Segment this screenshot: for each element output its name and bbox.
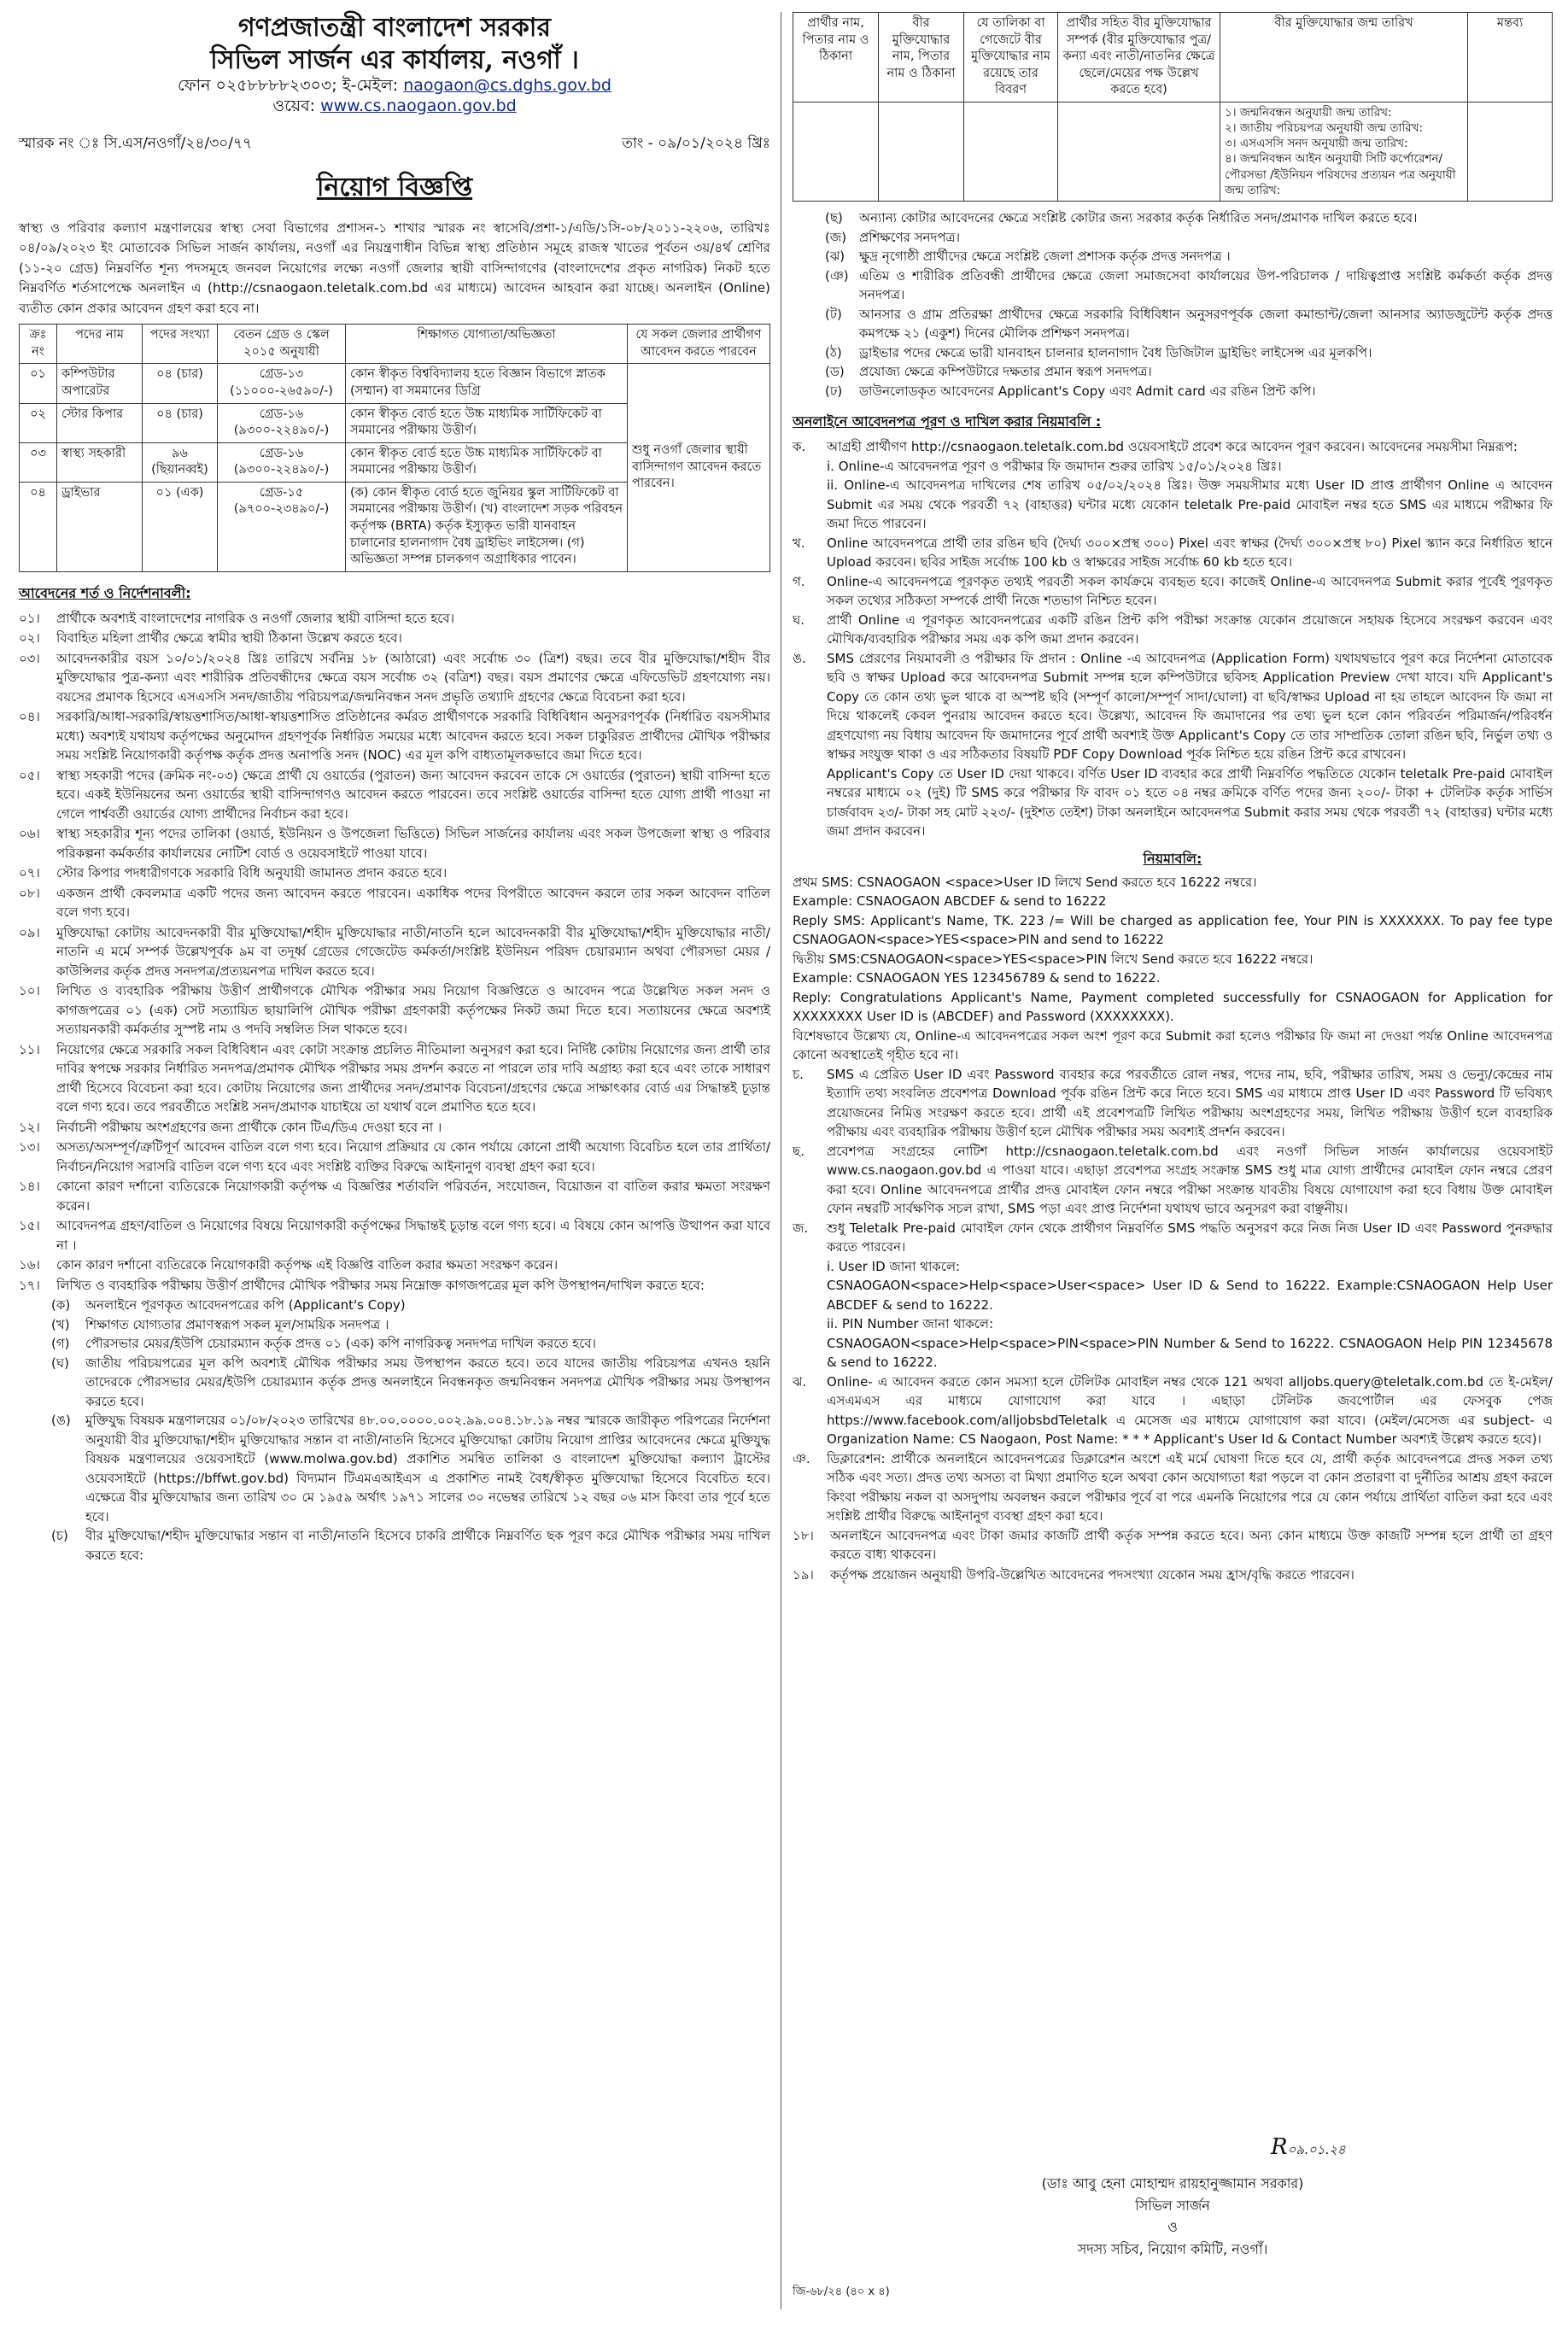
list-item [793,1276,1553,1314]
col-header: বীর মুক্তিযোদ্ধার নাম, পিতার নাম ও ঠিকানা [879,13,964,102]
item-text: ড্রাইভার পদের ক্ষেত্রে ভারী যানবাহন চালনার হালনাগাদ বৈধ ডিজিটাল ড্রাইভিং লাইসেন্স এর মূলকপি। [859,344,1372,360]
list-item [19,1138,770,1176]
item-number [793,1276,827,1314]
item-text: অনলাইনে পূরণকৃত আবেদনপত্রের কপি (Applicant's Copy) [85,1297,406,1314]
signatory-role: সদস্য সচিব, নিয়োগ কমিটি, নওগাঁ। [1077,2240,1268,2257]
list-item [793,572,1553,611]
documents-list-right [793,208,1553,401]
item-text: ক্ষুদ্র নৃগোষ্ঠী প্রার্থীদের ক্ষেত্রে সংশ্লিষ্ট জেলা প্রশাসক কর্তৃক প্রদত্ত সনদপত্র । [859,249,1231,265]
dob-item: ৩। এসএসসি সনদ অনুযায়ী জন্ম তারিখ: [1225,137,1408,151]
item-text: i. User ID জানা থাকলে: [827,1258,961,1274]
item-text: অন্যান্য কোটার আবেদনের ক্ষেত্রে সংশ্লিষ্ট কোটার জন্য সরকার কর্তৃক নির্ধারিত সনদ/প্রমাণক দাখিল করতে হবে। [859,210,1418,226]
list-item [51,1526,770,1565]
item-text: মুক্তিযোদ্ধা কোটায় আবেদনকারী বীর মুক্তিযোদ্ধা/শহীদ মুক্তিযোদ্ধার নাতী/নাতনি হলে আবেদনকারী বীর মুক্তিযোদ্ধা/শহীদ মুক্তিযোদ্ধার নাতী/নাতনি এ মর্মে সম্পর্ক উল্লেখপূর্বক ৯ম বা তদূর্ধ্ব গ্রেডের গেজেটেড কর্মকর্তা/সংশ্লিষ্ট ইউনিয়ন পরিষদ চেয়ারম্যান অথবা পৌরসভা মেয়র /কাউন্সিলর কর্তৃক প্রদত্ত সনদপত্র/প্রত্যয়নপত্র দাখিল করতে হবে। [56,924,770,979]
print-code: জি-৬৮/২৪ (৪০ x ৪) [793,2285,890,2298]
item-number: ১৯। [793,1566,814,1583]
item-number: ঝ. [793,1373,807,1390]
sms-lines [793,873,1553,1065]
list-item [793,1526,1553,1565]
item-number: (খ) [51,1316,70,1332]
item-text: লিখিত ও ব্যবহারিক পরীক্ষায় উত্তীর্ণ প্রার্থীদের মৌখিক পরীক্ষার সময় নিম্নোক্ত কাগজপত্রের মূল কপি উপস্থাপন/দাখিল করতে হবে: [56,1277,705,1293]
list-item [793,1565,1553,1585]
rules-heading: নিয়মাবলি: [1143,850,1202,867]
documents-list-left [19,1296,770,1565]
conditions-heading: আবেদনের শর্ত ও নির্দেশনাবলী: [19,584,191,601]
cell-sl: ০৪ [20,482,57,571]
signatory-and: ও [1167,2219,1178,2236]
col-header: পদের নাম [57,325,143,364]
signatory-name: (ডাঃ আবু হেনা মোহাম্মদ রায়হানুজ্জামান সরকার) [1041,2175,1304,2191]
item-number: ১১। [19,1041,40,1057]
cell-name: স্টোর কিপার [57,403,143,442]
item-number: (ঙ) [51,1413,71,1429]
list-item [19,1177,770,1215]
list-item [793,649,1553,764]
sms-line: দ্বিতীয় SMS:CSNAOGAON<space>YES<space>PIN লিখে Send করতে হবে 16222 নম্বরে। [793,951,1313,967]
item-text: বিবাহিত মহিলা প্রার্থীর ক্ষেত্রে স্বামীর স্থায়ী ঠিকানা উল্লেখ করতে হবে। [56,630,402,647]
item-number: ০৮। [19,885,40,901]
item-text: নির্বাচনী পরীক্ষায় অংশগ্রহণের জন্য প্রার্থীকে কোন টিএ/ডিএ দেওয়া হবে না । [56,1119,442,1135]
item-number: ১০। [19,983,40,999]
list-item [51,1411,770,1526]
list-item [793,1257,1553,1277]
item-number: ১৭। [19,1277,40,1293]
item-text: স্বাস্থ্য সহকারী পদের (ক্রমিক নং-০৩) ক্ষেত্রে প্রার্থী যে ওয়ার্ডের (পুরাতন) জন্য আবেদন করবেন তাকে সে ওয়ার্ডের (পুরাতন) স্থায়ী বাসিন্দা হতে হবে। একই ইউনিয়নের অন্য ওয়ার্ডের স্থায়ী বাসিন্দাগণও আবেদন করতে পারবেন। তবে সংশ্লিষ্ট ওয়ার্ডের বাসিন্দা হতে যোগ্য প্রার্থী পাওয়া না গেলে পার্শ্ববর্তী ওয়ার্ডের যোগ্য প্রার্থীদের নির্বাচন করা হবে। [56,767,770,822]
item-text: প্রশিক্ষণের সনদপত্র। [859,229,960,245]
list-item [51,1334,770,1354]
list-item [19,1276,770,1296]
item-text: কোন কারণ দর্শানো ব্যতিরেকে নিয়োগকারী কর্তৃপক্ষ এই বিজ্ঞপ্তি বাতিল করার ক্ষমতা সংরক্ষণ করেন। [56,1257,559,1273]
office-title: সিভিল সার্জন এর কার্যালয়, নওগাঁ । [210,44,579,75]
item-text: ডিক্লারেশন: প্রার্থীকে অনলাইনে আবেদনপত্রের ডিক্লারেশন অংশে এই মর্মে ঘোষণা দিতে হবে যে, প্রার্থী কর্তৃক আবেদনপত্রে প্রদত্ত সকল তথ্য সঠিক এবং সত্য। প্রদত্ত তথ্য অসত্য বা মিথ্যা প্রমাণিত হলে অথবা কোন অযোগ্যতা ধরা পড়লে বা কোন প্রতারণা বা দুর্নীতির আশ্রয় গ্রহণ করলে কিংবা পরীক্ষায় নকল বা অসদুপায় অবলম্বন করলে পরীক্ষার পূর্বে বা পরে এমনকি নিয়োগের পরে যে কোন পর্যায়ে প্রার্থিতা বাতিল করা হবে এবং সংশ্লিষ্ট প্রার্থীর বিরুদ্ধে আইনানুগ ব্যবস্থা গ্রহণ করা হবে। [827,1450,1553,1524]
item-number: ছ. [793,1143,804,1159]
blank-cell [1058,102,1220,201]
item-number [793,1314,827,1334]
item-text: এতিম ও শারীরিক প্রতিবন্ধী প্রার্থীদের ক্ষেত্রে জেলা সমাজসেবা কার্যালয়ের উপ-পরিচালক / দায়িত্বপ্রাপ্ত সংশ্লিষ্ট কর্মকর্তা কর্তৃক প্রদত্ত সনদপত্র। [859,267,1553,303]
signature-initial: R [1271,2134,1288,2160]
blank-cell [793,102,879,201]
list-item [793,476,1553,534]
cell-qual: (ক) কোন স্বীকৃত বোর্ড হতে জুনিয়র স্কুল সার্টিফিকেট বা সমমানের পরীক্ষায় উত্তীর্ণ। (খ) বাংলাদেশ সড়ক পরিবহন কর্তৃপক্ষ (BRTA) কর্তৃক ইস্যুকৃত ভারী যানবাহন চালানোর হালনাগাদ বৈধ ড্রাইভিং লাইসেন্স। (গ) অভিজ্ঞতা সম্পন্ন চালকগণ অগ্রাধিকার পাবেন। [346,482,628,571]
item-number: ঙ. [793,650,806,666]
item-text: SMS এ প্রেরিত User ID এবং Password ব্যবহার করে পরবর্তীতে রোল নম্বর, পদের নাম, ছবি, পরীক্ষার তারিখ, সময় ও ভেন্যু/কেন্দ্রের নাম ইত্যাদি তথ্য সংবলিত প্রবেশপত্র Download পূর্বক রঙিন প্রিন্ট করে নিতে হবে। SMS এর মাধ্যমে প্রাপ্ত User ID এবং Password টি ভবিষ্যৎ প্রয়োজনের নিমিত্ত সংরক্ষণ করতে হবে। প্রার্থী এই প্রবেশপত্রটি লিখিত পরীক্ষায় অংশগ্রহণের সময়, লিখিত পরীক্ষায় উত্তীর্ণ হলে ব্যবহারিক পরীক্ষায় এবং ব্যবহারিক পরীক্ষায় উত্তীর্ণ হলে মৌখিক পরীক্ষার সময় অবশ্যই প্রদর্শন করবেন। [827,1066,1553,1140]
item-number: (গ) [51,1336,70,1352]
cell-qual: কোন স্বীকৃত বোর্ড হতে উচ্চ মাধ্যমিক সার্টিফিকেট বা সমমানের পরীক্ষায় উত্তীর্ণ। [346,442,628,482]
list-item [793,437,1553,457]
cell-name: ড্রাইভার [57,482,143,571]
reference-line [19,132,770,156]
item-text: ii. Online-এ আবেদনপত্র দাখিলের শেষ তারিখ ০৫/০২/২০২৪ খ্রিঃ। উক্ত সময়সীমার মধ্যে User ID প্রাপ্ত প্রার্থীগণ Online এ আবেদন Submit এর সময় থেকে পরবর্তী ৭২ (বাহাত্তর) ঘন্টার মধ্যে যেকোন teletalk Pre-paid মোবাইল নম্বর হতে SMS এর মাধ্যমে পরীক্ষার ফি জমা দিতে পারবেন। [827,477,1553,532]
item-text: i. Online-এ আবেদনপত্র পূরণ ও পরীক্ষার ফি জমাদান শুরুর তারিখ ১৫/০১/২০২৪ খ্রিঃ। [827,458,1282,474]
item-text: লিখিত ও ব্যবহারিক পরীক্ষায় উত্তীর্ণ প্রার্থীগণকে মৌখিক পরীক্ষার সময় নিয়োগ বিজ্ঞপ্তিতে ও আবেদন পত্রে উল্লেখিত সকল সনদ ও কাগজপত্রের ০১ (এক) সেট সত্যায়িত ছায়ালিপি মৌখিক পরীক্ষা গ্রহণকারী কর্তৃপক্ষের নিকট জমা দিতে হবে। সত্যায়নের ক্ষেত্রে অবশ্যই সত্যায়নকারী কর্মকর্তার সুস্পষ্ট নাম ও পদবি সম্বলিত সিল থাকতে হবে। [56,983,770,1038]
memo-date: তাং - ০৯/০১/২০২৪ খ্রিঃ [622,134,770,152]
notice-title: নিয়োগ বিজ্ঞপ্তি [316,172,473,202]
list-item [19,766,770,824]
item-text: ডাউনলোডকৃত আবেদনের Applicant's Copy এবং Admit card এর রঙিন প্রিন্ট কপি। [859,383,1316,399]
col-header: প্রার্থীর নাম, পিতার নাম ও ঠিকানা [793,13,879,102]
item-number: (জ) [825,229,847,245]
cell-count: ৯৬ (ছিয়ানব্বই) [143,442,218,482]
item-text: শুধু Teletalk Pre-paid মোবাইল ফোন থেকে প্রার্থীগণ নিম্নবর্ণিত SMS পদ্ধতি অনুসরণ করে নিজ নিজ User ID এবং Password পুনরুদ্ধার করতে পারবেন। [827,1220,1553,1255]
cell-sl: ০২ [20,403,57,442]
sms-line: Example: CSNAOGAON YES 123456789 & send to 16222. [793,970,1161,986]
list-item [825,305,1553,343]
posts-header-row [20,325,770,364]
blank-cell [964,102,1058,201]
item-number: ০৭। [19,865,40,881]
list-item [793,457,1553,477]
freedom-fighter-table [793,12,1553,202]
cell-grade: গ্রেড-১৫ (৯৭০০-২৩৪৯০/-) [218,482,346,571]
memo-number: স্মারক নং ঃ সি.এস/নওগাঁ/২৪/৩০/৭৭ [19,134,253,152]
list-item [793,1334,1553,1372]
list-item [19,629,770,648]
list-item [51,1315,770,1335]
item-number: (ঝ) [825,249,845,265]
item-number: (ঢ) [825,383,843,399]
letterhead [19,12,770,117]
ff-header-row [793,13,1553,102]
item-number: ১৮। [793,1527,814,1543]
item-number: চ. [793,1066,804,1082]
online-rules-2 [793,1065,1553,1526]
list-item [19,1216,770,1255]
online-heading: অনলাইনে আবেদনপত্র পূরণ ও দাখিল করার নিয়মাবলি : [793,413,1102,430]
list-item [825,266,1553,305]
cell-qual: কোন স্বীকৃত বিশ্ববিদ্যালয় হতে বিজ্ঞান বিভাগে স্নাতক (সম্মান) বা সমমানের ডিগ্রি [346,364,628,403]
gov-title: গণপ্রজাতন্ত্রী বাংলাদেশ সরকার [238,13,551,43]
item-text: আবেদনকারীর বয়স ১০/০১/২০২৪ খ্রিঃ তারিখে সর্বনিম্ন ১৮ (আঠারো) এবং সর্বোচ্চ ৩০ (ত্রিশ) বছর। তবে বীর মুক্তিযোদ্ধা/শহীদ বীর মুক্তিযোদ্ধার পুত্র-কন্যা এবং শারীরিক প্রতিবন্ধীদের ক্ষেত্রে বয়স সর্বোচ্চ ৩২ (বত্রিশ) বছর। বয়স প্রমাণের ক্ষেত্রে এফিডেভিট গ্রহণযোগ্য নয়। বয়সের প্রমাণক হিসেবে এসএসসি সনদ/জাতীয় পরিচয়পত্র/জন্মনিবন্ধন সনদ প্রভৃতি তথ্যাদি গ্রহণের ক্ষেত্রে বিবেচনা করা হবে। [56,650,770,705]
item-text: Applicant's Copy তে User ID দেয়া থাকবে। বর্ণিত User ID ব্যবহার করে প্রার্থী নিম্নবর্ণিত পদ্ধতিতে যেকোন teletalk Pre-paid মোবাইল নম্বরের মাধ্যমে ০২ (দুই) টি SMS করে পরীক্ষার ফি বাবদ ০১ হতে ০৪ নম্বর ক্রমিকে বর্ণিত পদের জন্য ২০০/- টাকা + টেলিটক কর্তৃক সার্ভিস চার্জবাবদ ২৩/- টাকা সহ মোট ২২৩/- (দুইশত তেইশ) টাকা অনলাইনে আবেদনপত্র Submit করার সময় থেকে পরবর্তী ৭২ (বাহাত্তর) ঘন্টার মধ্যে জমা প্রদান করবেন। [827,765,1553,840]
item-text: কর্তৃপক্ষ প্রয়োজন অনুযায়ী উপরি-উল্লেখিত আবেদনের পদসংখ্যা যেকোন সময় হ্রাস/বৃদ্ধি করতে পারবেন। [830,1566,1354,1583]
online-rules [793,437,1553,841]
list-item [825,362,1553,382]
list-item [825,247,1553,266]
dob-item: ১। জন্মনিবন্ধন অনুযায়ী জন্ম তারিখ: [1225,105,1392,120]
item-number: ১৫। [19,1218,40,1234]
item-number: (ঠ) [825,344,842,360]
web-line [19,97,770,117]
item-text: স্টোর কিপার পদধারীগণকে সরকারি বিধি অনুযায়ী জামানত প্রদান করতে হবে। [56,865,448,881]
dob-item: ২। জাতীয় পরিচয়পত্র অনুযায়ী জন্ম তারিখ: [1225,121,1424,136]
item-number: ১২। [19,1119,40,1135]
list-item [793,1065,1553,1142]
list-item [825,208,1553,228]
item-number: ০৪। [19,709,40,725]
item-text: CSNAOGAON<space>Help<space>PIN<space>PIN Number & Send to 16222. CSNAOGAON Help PIN 12345678 & send to 16222. [827,1335,1553,1371]
web-prefix: ওয়েব: [272,96,321,115]
cell-sl: ০১ [20,364,57,403]
list-item [19,884,770,922]
list-item [793,611,1553,649]
cell-sl: ০৩ [20,442,57,482]
item-text: পৌরসভার মেয়র/ইউপি চেয়ারম্যান কর্তৃক প্রদত্ত ০১ (এক) কপি নাগরিকত্ব সনদপত্র দাখিল করতে হবে। [85,1336,596,1352]
item-text: অনলাইনে আবেদনপত্র এবং টাকা জমার কাজটি প্রার্থী কর্তৃক সম্পন্ন করতে হবে। অন্য কোন মাধ্যমে উক্ত কাজটি সম্পন্ন হলে প্রার্থী তা গ্রহণ করতে বাধ্য থাকবেন। [830,1527,1553,1563]
cell-district: শুধু নওগাঁ জেলার স্থায়ী বাসিন্দাগণ আবেদন করতে পারবেন। [628,364,770,571]
col-header: যে সকল জেলার প্রার্থীগণ আবেদন করতে পারবেন [628,325,770,364]
item-text: প্রার্থীকে অবশ্যই বাংলাদেশের নাগরিক ও নওগাঁ জেলার স্থায়ী বাসিন্দা হতে হবে। [56,610,455,626]
item-number [793,1257,827,1277]
sms-line: বিশেষভাবে উল্লেখ্য যে, Online-এ আবেদনপত্রের সকল অংশ পূরণ করে Submit করা হলেও পরীক্ষার ফি জমা না দেওয়া পর্যন্ত Online আবেদনপত্র কোনো অবস্থাতেই গৃহীত হবে না। [793,1027,1553,1063]
list-item [825,382,1553,401]
list-item [51,1354,770,1412]
cell-name: স্বাস্থ্য সহকারী [57,442,143,482]
item-text: নিয়োগের ক্ষেত্রে সরকারি সকল বিধিবিধান এবং কোটা সংক্রান্ত প্রচলিত নীতিমালা অনুসরণ করা হবে। নির্দিষ্ট কোটায় নিয়োগের জন্য প্রার্থী তার দাবির স্বপক্ষে সরকার নির্ধারিত সনদপত্র/প্রমাণক মৌখিক পরীক্ষার সময় প্রদর্শন করতে না পারলে তার দাবি অগ্রাহ্য করা হবে এবং তাকে সাধারণ প্রার্থী হিসেবে বিবেচনা করা হবে। কোটায় নিয়োগের জন্য প্রার্থীদের সনদ/প্রমাণক বিবেচনা/গ্রহণের ক্ষেত্রে সাক্ষাৎকার বোর্ড এর সিদ্ধান্তই চূড়ান্ত বলে গণ্য হবে। তবে পরবর্তীতে সংশ্লিষ্ট সনদ/প্রমাণক যাচাইয়ে তা যথার্থ বলে প্রমাণিত হতে হবে। [56,1041,770,1115]
table-row [20,364,770,403]
cell-grade: গ্রেড-১৬ (৯৩০০-২২৪৯০/-) [218,442,346,482]
item-text: আনসার ও গ্রাম প্রতিরক্ষা প্রার্থীদের ক্ষেত্রে সরকারি বিধিবিধান অনুসরণপূর্বক জেলা কমান্ডান্ট/জেলা আনসার অ্যাডজুটেন্ট কর্তৃক প্রদত্ত কমপক্ষে ২১ (একুশ) দিনের মৌলিক প্রশিক্ষণ সনদপত্র। [859,306,1553,342]
cell-grade: গ্রেড-১৬ (৯৩০০-২২৪৯০/-) [218,403,346,442]
col-header: প্রার্থীর সহিত বীর মুক্তিযোদ্ধার সম্পর্ক (বীর মুক্তিযোদ্ধার পুত্র/কন্যা এবং নাতী/নাতনির ক্ষেত্রে ছেলে/মেয়ের পক্ষ উল্লেখ করতে হবে) [1058,13,1220,102]
list-item [793,1314,1553,1334]
list-item [19,824,770,863]
item-text: প্রবেশপত্র সংগ্রহের নোটিশ http://csnaogaon.teletalk.com.bd এবং নওগাঁ সিভিল সার্জন কার্যালয়ের ওয়েবসাইট www.cs.naogaon.gov.bd এ পাওয়া যাবে। এছাড়া প্রবেশপত্র সংগ্রহ সংক্রান্ত SMS শুধু মাত্র যোগ্য প্রার্থীদের মোবাইল ফোন নম্বরে প্রেরণ করা হবে। Online আবেদনপত্রে প্রার্থীর প্রদত্ত মোবাইল ফোন নম্বরে পরীক্ষা সংক্রান্ত যাবতীয় বিষয়ে যোগাযোগ করা হবে বিধায় উক্ত মোবাইল ফোন নম্বরটি সার্বক্ষণিক সচল রাখা, SMS পড়া এবং প্রাপ্ত নির্দেশনা যথাযথ ভাবে অনুসরণ করা বাঞ্ছনীয়। [827,1143,1553,1217]
item-number: (ক) [51,1297,71,1314]
item-text: SMS প্রেরণের নিয়মাবলী ও পরীক্ষার ফি প্রদান : Online -এ আবেদনপত্র (Application Form) যথাযথভাবে পূরণ করে নির্দেশনা মোতাবেক ছবি ও স্বাক্ষর Upload করে আবেদনপত্র Submit সম্পন্ন হলে কম্পিউটারে ছবিসহ Application Preview দেখা যাবে। যদি Applicant's Copy তে কোন তথ্য ভুল থাকে বা অস্পষ্ট ছবি (সম্পূর্ণ কালো/সম্পূর্ণ সাদা/ঘোলা) বা ছবি/স্বাক্ষর Upload না হয় তাহলে আবেদন ফি জমা না দিয়ে থাকলেই কেবল পুনরায় আবেদন করতে হবে। উল্লেখ্য, আবেদন ফি জমাদানের পর তথ্য ভুল হলে কোন পরিবর্তন পরিমার্জন/পরিবর্ধন গ্রহণযোগ্য নয় বিধায় আবেদন ফি জমাদানের পূর্বে প্রার্থী অবশ্যই উক্ত Applicant's Copy তে তার সাম্প্রতিক তোলা রঙিন ছবি, নির্ভুল তথ্য ও স্বাক্ষর সংযুক্ত থাকা ও এর সঠিকতার বিষয়টি PDF Copy Download পূর্বক নিশ্চিত হয়ে রঙিন প্রিন্ট করে রাখবেন। [827,650,1553,763]
cell-name: কম্পিউটার অপারেটর [57,364,143,403]
sms-line: Reply SMS: Applicant's Name, TK. 223 /= Will be charged as application fee, Your PIN is XXXXXXX. To pay fee type CSNAOGAON<space>YES<space>PIN and send to 16222 [793,912,1553,948]
item-text: মুক্তিযুদ্ধ বিষয়ক মন্ত্রণালয়ের ০১/০৮/২০২৩ তারিখের ৪৮.০০.০০০০.০০২.৯৯.০০৪.১৮.১৯ নম্বর স্মারকে জারীকৃত পরিপত্রের নির্দেশনা অনুযায়ী বীর মুক্তিযোদ্ধা/শহীদ মুক্তিযোদ্ধার সন্তান বা নাতী/নাতনি হিসেবে মুক্তিযোদ্ধা কোটায় নিয়োগ প্রাপ্তির আবেদনের ক্ষেত্রে মুক্তিযুদ্ধ বিষয়ক মন্ত্রণালয়ের ওয়েবসাইটে (www.molwa.gov.bd) প্রকাশিত সমন্বিত তালিকা ও বাংলাদেশ মুক্তিযোদ্ধা কল্যাণ ট্রাস্টের ওয়েবসাইটে (https://bffwt.gov.bd) বিদ্যমান টিএমএআইএস এ প্রকাশিত নামই বৈধ/স্বীকৃত মুক্তিযোদ্ধা হিসেবে বিবেচিত হবে। এক্ষেত্রে বীর মুক্তিযোদ্ধার জন্য তারিখ ৩০ মে ১৯৫৯ অর্থাৎ ১৯৭১ সালের ৩০ নভেম্বর তারিখে ১২ বছর ০৬ মাস কিংবা তার পূর্বে হতে হবে। [85,1413,770,1524]
item-number: (ছ) [825,210,843,226]
item-number: জ. [793,1220,809,1236]
item-text: ii. PIN Number জানা থাকলে: [827,1316,994,1332]
dob-item: ৪। জন্মনিবন্ধন আইন অনুযায়ী সিটি কর্পোরেশন/পৌরসভা /ইউনিয়ন পরিষদের প্রত্যয়ন পত্র অনুযায়ী জন্ম তারিখ: [1225,152,1456,197]
item-number: (ঞ) [825,267,849,284]
item-text: প্রযোজ্য ক্ষেত্রে কম্পিউটারে দক্ষতার প্রমান স্বরূপ সনদপত্র। [859,364,1152,380]
item-number: ১৪। [19,1179,40,1195]
blank-cell [879,102,964,201]
item-text: অসত্য/অসম্পূর্ণ/ত্রুটিপূর্ণ আবেদন বাতিল বলে গণ্য হবে। নিয়োগ প্রক্রিয়ার যে কোন পর্যায়ে কোনো প্রার্থী অযোগ্য বিবেচিত হলে তার প্রার্থিতা/নির্বাচন/নিয়োগ সরাসরি বাতিল বলে গণ্য হবে এবং সংশ্লিষ্ট ব্যক্তির বিরুদ্ধে আইনানুগ ব্যবস্থা গ্রহণ করা হবে। [56,1139,770,1174]
col-header: ক্রঃ নং [20,325,57,364]
item-number: ০১। [19,610,40,626]
list-item [19,1255,770,1275]
item-text: আবেদনপত্র গ্রহণ/বাতিল ও নিয়োগের বিষয়ে নিয়োগকারী কর্তৃপক্ষের সিদ্ধান্তই চূড়ান্ত বলে গণ্য হবে। এ বিষয়ে কোন আপত্তি উত্থাপন করা যাবে না । [56,1218,770,1253]
right-column [793,12,1553,2298]
item-number [793,457,827,477]
list-item [19,707,770,765]
list-item [793,534,1553,572]
contact-line [19,76,770,97]
item-number: ১৩। [19,1139,40,1156]
list-item [793,1142,1553,1219]
item-number: ঘ. [793,612,805,628]
signatory-title: সিভিল সার্জন [1135,2197,1210,2214]
item-number: ০২। [19,630,40,647]
item-text: CSNAOGAON<space>Help<space>User<space> User ID & Send to 16222. Example:CSNAOGAON Help User ABCDEF & send to 16222. [827,1278,1553,1313]
list-item [793,1449,1553,1526]
cell-qual: কোন স্বীকৃত বোর্ড হতে উচ্চ মাধ্যমিক সার্টিফিকেট বা সমমানের পরীক্ষায় উত্তীর্ণ। [346,403,628,442]
item-text: জাতীয় পরিচয়পত্রের মূল কপি অবশ্যই মৌখিক পরীক্ষার সময় উপস্থাপন করতে হবে। তবে যাদের জাতীয় পরিচয়পত্র এখনও হয়নি তাদেরকে পৌরসভার মেয়র/ইউপি চেয়ারম্যান কর্তৃক প্রদত্ত অনলাইনে নিবন্ধনকৃত জন্মনিবন্ধন সনদপত্র মৌখিক পরীক্ষার সময় উপস্থাপন করতে হবে। [85,1355,770,1409]
item-number: (ঘ) [51,1355,69,1371]
col-header: পদের সংখ্যা [143,325,218,364]
col-header: যে তালিকা বা গেজেটে বীর মুক্তিযোদ্ধার নাম রয়েছে তার বিবরণ [964,13,1058,102]
item-number: ১৬। [19,1257,40,1273]
item-number: ০৩। [19,650,40,666]
website-link[interactable]: www.cs.naogaon.gov.bd [320,96,517,115]
list-item [19,649,770,707]
sms-line: Reply: Congratulations Applicant's Name, Payment completed successfully for CSNAOGAON for Application for XXXXXXXX User ID is (ABCDEF) and Password (XXXXXXXX). [793,989,1553,1025]
sms-line: Example: CSNAOGAON ABCDEF & send to 16222 [793,893,1107,910]
item-number: খ. [793,535,805,551]
item-number [793,764,827,841]
item-text: স্বাস্থ্য সহকারীর শূন্য পদের তালিকা (ওয়ার্ড, ইউনিয়ন ও উপজেলা ভিত্তিতে) সিভিল সার্জনের কার্যালয় এবং সকল উপজেলা স্বাস্থ্য ও পরিবার পরিকল্পনা কর্মকর্তার কার্যালয়ের নোটিশ বোর্ড ও ওয়েবসাইটে পাওয়া যাবে। [56,826,770,861]
item-number [793,1334,827,1372]
item-text: আগ্রহী প্রার্থীগণ http://csnaogaon.teletalk.com.bd ওয়েবসাইটে প্রবেশ করে আবেদন পূরণ করবেন। আবেদনের সময়সীমা নিম্নরূপ: [827,439,1518,455]
item-number [793,476,827,534]
item-text: Online- এ আবেদন করতে কোন সমস্যা হলে টেলিটক মোবাইল নম্বর থেকে 121 অথবা alljobs.query@teletalk.com.bd তে ই-মেইল/এসএমএস এর মাধ্যমে যোগাযোগ করা যাবে । এছাড়া টেলিটক জবপোর্টাল এর ফেসবুক পেজ https://www.facebook.com/alljobsbdTeletalk এ মেসেজ এর মাধ্যমে যোগাযোগ করা যাবে। (মেইল/মেসেজ এর subject- এ Organization Name: CS Naogaon, Post Name: * * * Applicant's User Id & Contact Number অবশ্যই উল্লেখ করতে হবে)। [827,1373,1553,1448]
list-item [793,1219,1553,1257]
item-text: একজন প্রার্থী কেবলমাত্র একটি পদের জন্য আবেদন করতে পারবেন। একাধিক পদের বিপরীতে আবেদন করলে তার সকল আবেদন বাতিল বলে গণ্য হবে। [56,885,770,921]
cell-count: ০৪ (চার) [143,403,218,442]
item-text: প্রার্থী Online এ পূরণকৃত আবেদনপত্রের একটি রঙিন প্রিন্ট কপি পরীক্ষা সংক্রান্ত যেকোন প্রয়োজনে সহায়ক হিসেবে সংরক্ষণ করবেন এবং মৌখিক/ব্যবহারিক পরীক্ষার সময় এক কপি জমা প্রদান করবেন। [827,612,1553,647]
col-header: বেতন গ্রেড ও স্কেল ২০১৫ অনুযায়ী [218,325,346,364]
signature-mark [1271,2134,1346,2162]
item-number: ০৯। [19,924,40,940]
cell-count: ০১ (এক) [143,482,218,571]
col-header: শিক্ষাগত যোগ্যতা/অভিজ্ঞতা [346,325,628,364]
signature-date: ০৯.০১.২৪ [1287,2142,1346,2157]
table-row [793,102,1553,201]
item-number: (চ) [51,1528,68,1544]
item-number: ক. [793,439,806,455]
list-item [825,228,1553,248]
item-text: Online আবেদনপত্রে প্রার্থী তার রঙিন ছবি (দৈর্ঘ্য ৩০০×প্রস্থ ৩০০) Pixel এবং স্বাক্ষর (দৈর্ঘ্য ৩০০×প্রস্থ ৮০) Pixel স্ক্যান করে নির্ধারিত স্থানে Upload করবেন। ছবির সাইজ সর্বোচ্চ 100 kb ও স্বাক্ষরের সাইজ সর্বোচ্চ 60 kb হতে হবে। [827,535,1553,571]
list-item [19,863,770,883]
sms-line: প্রথম SMS: CSNAOGAON <space>User ID লিখে Send করতে হবে 16222 নম্বরে। [793,874,1257,890]
dob-cell [1220,102,1468,201]
item-number: ০৫। [19,767,40,783]
intro-paragraph: স্বাস্থ্য ও পরিবার কল্যাণ মন্ত্রণালয়ের স্বাস্থ্য সেবা বিভাগের প্রশাসন-১ শাখার স্মারক নং স্বাসেবি/প্রশা-১/এডি/১সি-০৮/২০১১-২২০৬, তারিখঃ ০৪/০৯/২০২৩ ইং মোতাবেক সিভিল সার্জন কার্যালয়, নওগাঁ এর নিয়ন্ত্রণাধীন বিভিন্ন স্বাস্থ্য প্রতিষ্ঠান সমূহে রাজস্ব খাতের পূর্বতন ৩য়/৪র্থ শ্রেণির (১১-২০ গ্রেড) নিম্নবর্ণিত শূন্য পদসমূহে জনবল নিয়োগের লক্ষ্যে নওগাঁ জেলার স্থায়ী বাসিন্দাগণের (বাংলাদেশের প্রকৃত নাগরিক) নিকট হতে নিম্নবর্ণিত শর্তসাপেক্ষে অনলাইন এ (http://csnaogaon.teletalk.com.bd এর মাধ্যমে) আবেদন আহবান করা যাচ্ছে। অনলাইন (Online) ব্যতীত কোন প্রকার আবেদন গ্রহণ করা হবে না। [19,219,770,316]
left-column [19,12,770,1565]
email-link[interactable]: naogaon@cs.dghs.gov.bd [403,76,611,95]
item-number: ঞ. [793,1450,810,1466]
list-item [19,1118,770,1138]
item-number: (ট) [825,306,842,322]
item-number: (ড) [825,364,845,380]
signature-block [793,2173,1553,2260]
list-item [19,1040,770,1117]
conditions-list [19,609,770,1296]
item-text: Online-এ আবেদনপত্রে পূরণকৃত তথ্যই পরবর্তী সকল কার্যক্রমে ব্যবহৃত হবে। কাজেই Online-এ আবেদনপত্র Submit করার পূর্বেই পূরণকৃত সকল তথ্যের সঠিকতা সম্পর্কে প্রার্থী নিজে শতভাগ নিশ্চিত হবেন। [827,573,1553,609]
final-items [793,1526,1553,1585]
list-item [19,981,770,1039]
item-number: গ. [793,573,805,589]
list-item [793,764,1553,841]
list-item [19,609,770,629]
item-text: সরকারি/আধা-সরকারি/স্বায়ত্তশাসিত/আধা-স্বায়ত্তশাসিত প্রতিষ্ঠানের কর্মরত প্রার্থীগণকে সরকারি বিধিবিধান অনুসরণপূর্বক (নির্ধারিত বয়সসীমার মধ্যে) অবশ্যই যথাযথ কর্তৃপক্ষের অনুমোদন গ্রহণপূর্বক নির্ধারিত সময়ের মধ্যে আবেদন করতে হবে। সকল চাকুরিরত প্রার্থীদের মৌখিক পরীক্ষার সময় সংশ্লিষ্ট নিয়োগকারী কর্তৃপক্ষ কর্তৃক প্রদত্ত অনাপত্তি সনদ (NOC) এর মূল কপি বাধ্যতামূলকভাবে জমা দিতে হবে। [56,709,770,764]
cell-count: ০৪ (চার) [143,364,218,403]
contact-prefix: ফোন ০২৫৮৮৮৮২৩০৩; ই-মেইল: [178,76,404,95]
item-number: ০৬। [19,826,40,842]
list-item [825,343,1553,363]
list-item [51,1296,770,1315]
list-item [793,1372,1553,1449]
cell-grade: গ্রেড-১৩ (১১০০০-২৬৫৯০/-) [218,364,346,403]
list-item [19,923,770,981]
item-text: কোনো কারণ দর্শানো ব্যতিরেকে নিয়োগকারী কর্তৃপক্ষ এ বিজ্ঞপ্তির শর্তাবলি পরিবর্তন, সংযোজন, বিয়োজন বা বাতিল করার ক্ষমতা সংরক্ষণ করেন। [56,1179,770,1214]
item-text: শিক্ষাগত যোগ্যতার প্রমাণস্বরূপ সকল মূল/সাময়িক সনদপত্র । [85,1316,389,1332]
col-header: বীর মুক্তিযোদ্ধার জন্ম তারিখ [1220,13,1468,102]
posts-table [19,324,770,571]
item-text: বীর মুক্তিযোদ্ধা/শহীদ মুক্তিযোদ্ধার সন্তান বা নাতী/নাতনি হিসেবে চাকরি প্রার্থীকে নিম্নবর্ণিত ছক পূরণ করে মৌখিক পরীক্ষার সময় দাখিল করতে হবে: [85,1528,770,1563]
blank-cell [1468,102,1553,201]
col-header: মন্তব্য [1468,13,1553,102]
